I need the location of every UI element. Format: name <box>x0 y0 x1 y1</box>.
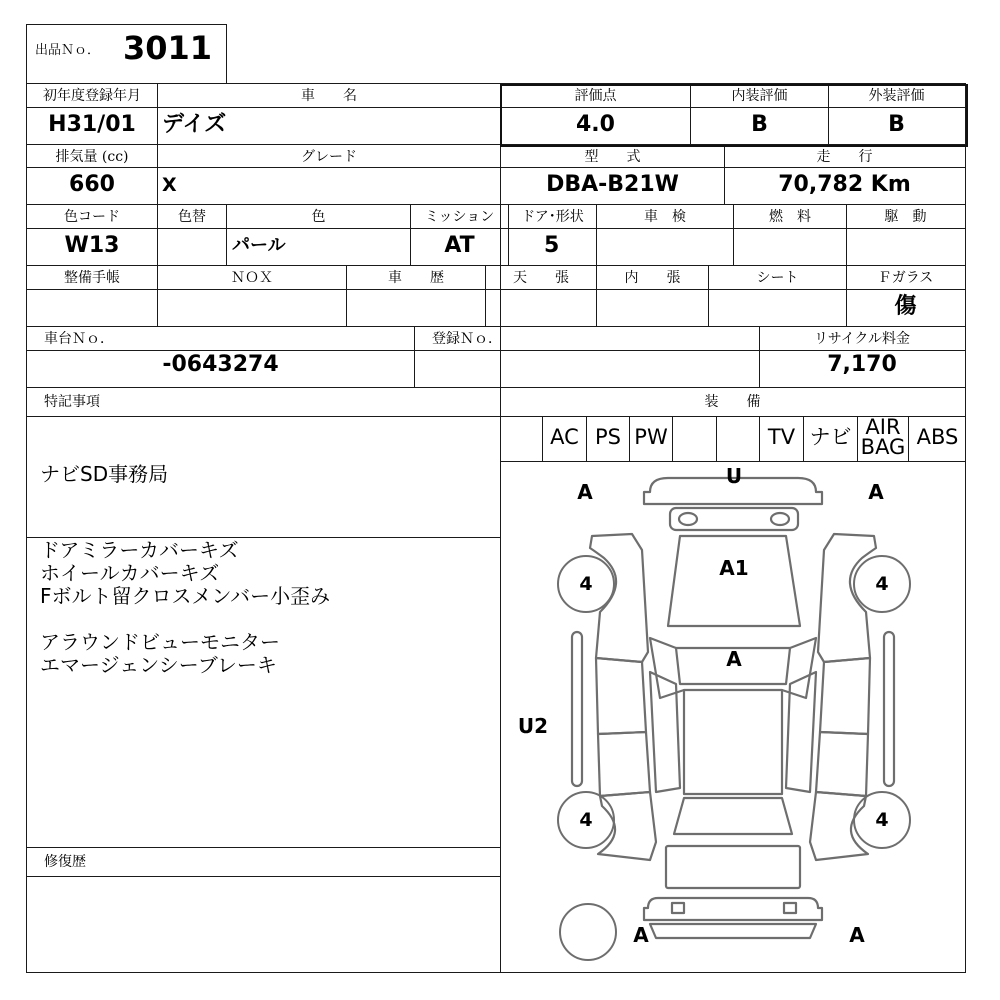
exterior-score-label: 外装評価 <box>868 88 925 104</box>
front-grille-shape <box>670 508 798 530</box>
tire-front-right-value: 4 <box>875 573 889 595</box>
score-value: 4.0 <box>576 112 615 137</box>
windshield-value: 傷 <box>894 294 917 319</box>
maintenance-book-label: 整備手帳 <box>64 270 120 286</box>
reg-date-value: H31/01 <box>48 112 136 137</box>
lot-number-box <box>26 24 227 84</box>
rear-lamp-right-shape <box>784 903 796 913</box>
registration-number-label: 登録Ｎｏ． <box>432 331 502 347</box>
front-lamp-left-shape <box>679 513 697 525</box>
mark-roof: A <box>726 647 742 671</box>
v-line <box>716 416 717 461</box>
door-value: 5 <box>544 233 560 258</box>
h-line <box>26 847 500 848</box>
left-sill-shape <box>572 632 582 786</box>
mark-left-side: U2 <box>517 714 549 738</box>
side-window-left-shape <box>650 672 680 792</box>
mileage-value: 70,782 Km <box>778 172 911 197</box>
right-sill-shape <box>884 632 894 786</box>
color-value: パール <box>232 235 286 256</box>
tire-front-left-value: 4 <box>579 573 593 595</box>
h-line <box>26 289 966 290</box>
rear-door-right-shape <box>816 732 868 796</box>
equipment-item-navi: ナビ <box>809 425 852 449</box>
door-label: ドア･形状 <box>521 209 584 225</box>
mark-u: U <box>725 464 743 488</box>
spare-tire-shape <box>560 904 616 960</box>
transmission-label: ミッション <box>424 209 495 225</box>
interior-score-value: B <box>751 112 768 137</box>
h-line <box>26 204 966 205</box>
color-label: 色 <box>311 209 326 225</box>
h-line <box>26 876 500 877</box>
mark-front-right: A <box>868 480 884 504</box>
equipment-item-ps: PS <box>595 425 621 449</box>
headliner-label: 天 張 <box>513 270 569 286</box>
equipment-row <box>500 416 966 461</box>
mark-front-left: A <box>577 480 593 504</box>
equipment-item-pw: PW <box>634 425 668 449</box>
side-window-right-shape <box>786 672 816 792</box>
lot-number-value: 3011 <box>123 29 213 67</box>
notes-block-2: ドアミラーカバーキズ ホイールカバーキズ Fボルト留クロスメンバー小歪み アラウンドビューモニター エマージェンシーブレーキ <box>40 538 331 677</box>
color-change-label: 色替 <box>178 209 206 225</box>
model-code-label: 型 式 <box>584 149 641 165</box>
equipment-item-ac: AC <box>550 425 579 449</box>
front-door-right-shape <box>820 658 870 734</box>
windshield-label: Ｆガラス <box>877 270 934 286</box>
tire-rear-left-value: 4 <box>579 809 593 831</box>
rear-window-shape <box>674 798 792 834</box>
seat-label: シート <box>756 270 799 286</box>
recycle-fee-label: リサイクル料金 <box>813 331 911 347</box>
equipment-item-tv: TV <box>767 425 796 449</box>
vehicle-history-label: 車 歴 <box>388 270 444 286</box>
car-name-label: 車 名 <box>301 88 357 104</box>
v-line <box>672 416 673 461</box>
rear-panel-shape <box>650 924 816 938</box>
exterior-score-value: B <box>888 112 905 137</box>
displacement-label: 排気量 (cc) <box>55 149 129 165</box>
mark-hood: A1 <box>719 556 749 580</box>
car-name-value: デイズ <box>162 112 227 137</box>
lot-number-label: 出品Ｎｏ． <box>35 43 101 58</box>
score-label: 評価点 <box>574 88 617 104</box>
color-code-label: 色コード <box>64 209 120 225</box>
model-code-value: DBA-B21W <box>546 172 679 197</box>
grade-value: X <box>162 174 177 196</box>
repair-history-label: 修復歴 <box>44 854 86 870</box>
mileage-label: 走 行 <box>816 149 873 165</box>
chassis-number-value: -0643274 <box>162 352 279 377</box>
recycle-fee-value: 7,170 <box>827 352 897 377</box>
equipment-item-airbag: AIR BAG <box>860 415 906 459</box>
roof-shape <box>684 690 782 794</box>
v-line <box>414 326 415 387</box>
displacement-value: 660 <box>69 172 115 197</box>
interior-score-label: 内装評価 <box>731 88 788 104</box>
front-fender-left-shape <box>590 534 648 662</box>
reg-date-label: 初年度登録年月 <box>43 88 141 104</box>
tire-rear-right-value: 4 <box>875 809 889 831</box>
nox-label: ＮＯＸ <box>231 270 273 286</box>
grade-label: グレード <box>301 149 357 165</box>
mark-rear-right: A <box>849 923 865 947</box>
interior-trim-label: 内 張 <box>624 270 681 286</box>
car-damage-diagram <box>500 462 966 972</box>
front-door-left-shape <box>596 658 646 734</box>
mark-rear-left: A <box>633 923 649 947</box>
equipment-label: 装 備 <box>704 394 761 410</box>
rear-hatch-shape <box>666 846 800 888</box>
h-line <box>26 326 966 327</box>
transmission-value: AT <box>444 233 475 258</box>
rear-door-left-shape <box>598 732 650 796</box>
h-line <box>26 387 966 388</box>
drive-label: 駆 動 <box>884 209 927 225</box>
notes-label: 特記事項 <box>44 394 100 410</box>
chassis-number-label: 車台Ｎｏ． <box>44 331 114 347</box>
equipment-item-abs: ABS <box>916 425 959 449</box>
fuel-label: 燃 料 <box>769 209 811 225</box>
inspection-label: 車 検 <box>644 209 686 225</box>
notes-line-1: ナビSD事務局 <box>40 462 169 486</box>
hood-shape <box>668 536 800 626</box>
color-code-value: W13 <box>64 233 120 258</box>
h-line <box>26 265 966 266</box>
front-lamp-right-shape <box>771 513 789 525</box>
front-fender-right-shape <box>818 534 876 662</box>
rear-lamp-left-shape <box>672 903 684 913</box>
